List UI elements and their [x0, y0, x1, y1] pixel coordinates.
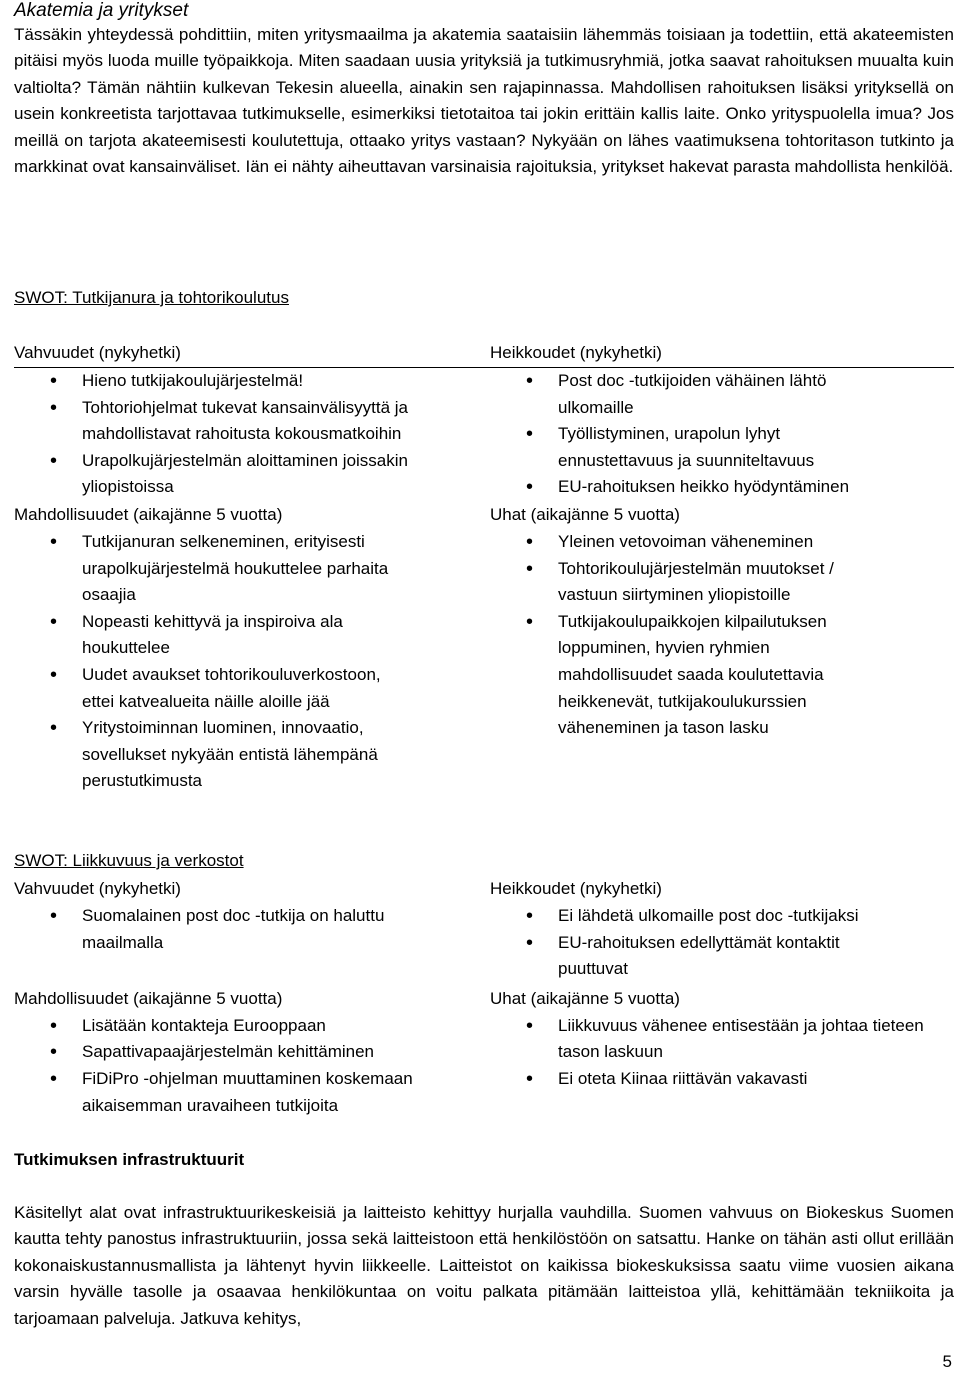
- list-item: • FiDiPro -ohjelman muuttaminen koskemaan aikaisemman uravaiheen tutkijoita: [14, 1066, 490, 1119]
- section-title-akatemia: Akatemia ja yritykset: [14, 0, 189, 21]
- text-run: Suomen vahvuus on Biokeskus Suomen kautta tehty panostus infrastruktuuriin, jossa sekä laitteistoon että henkilöstöön on satsattu.: [14, 1203, 954, 1249]
- text-run: Jatkuva kehitys,: [175, 1308, 302, 1328]
- swot1-threats: [490, 501, 954, 795]
- text-run: Tässäkin yhteydessä pohdittiin, miten yritysmaailma ja akatemia saataisiin lähemmäs toisiaan ja todettiin, että akateemisten pitäisi myös luoda muille työpaikkoja. Miten saadaan uusia yrityksiä ja tutkimusryhmiä, jotka saavat rahoituksen muualta kuin valtiolta? Tämän nähtiin kulkevan Tekesin alueella, ainakin sen rajapinnassa.: [14, 25, 954, 97]
- paragraph-infrastruktuurit: [14, 1200, 954, 1332]
- swot1-opportunities-list: [14, 529, 490, 795]
- list-item: • Liikkuvuus vähenee entisestään ja johtaa tieteen tason laskuun: [490, 1013, 934, 1066]
- swot1-weaknesses-list: [490, 368, 954, 501]
- list-item: • Työllistyminen, urapolun lyhyt ennustettavuus ja suunniteltavuus: [490, 421, 854, 474]
- text-run: Hanke on tähän asti ollut erillään kokonaiskustannusmallista ja lähtenyt hyvin liikkeelle.: [14, 1229, 954, 1275]
- swot1-threats-head: Uhat (aikajänne 5 vuotta): [490, 504, 680, 524]
- swot1-weaknesses: [490, 339, 954, 501]
- list-item: • Lisätään kontakteja Eurooppaan: [14, 1013, 490, 1040]
- swot1-strengths: [14, 339, 490, 501]
- swot1-strengths-list: [14, 368, 490, 501]
- list-item: • Tohtorikoulujärjestelmän muutokset / vastuun siirtyminen yliopistoille: [490, 556, 854, 609]
- list-item: • Tutkijakoulupaikkojen kilpailutuksen loppuminen, hyvien ryhmien mahdollisuudet saada koulutettavia heikkenevät, tutkijakoulukurssien väheneminen ja tason lasku: [490, 609, 854, 742]
- list-item: • Nopeasti kehittyvä ja inspiroiva ala houkuttelee: [14, 609, 350, 662]
- list-item: • Hieno tutkijakoulujärjestelmä!: [14, 368, 490, 395]
- list-item: • EU-rahoituksen edellyttämät kontaktit puuttuvat: [490, 930, 894, 983]
- swot2-strengths-list: [14, 903, 490, 956]
- list-item: • Yritystoiminnan luominen, innovaatio, sovellukset nykyään entistä lähempänä perustutkimusta: [14, 715, 410, 795]
- list-item: • Post doc -tutkijoiden vähäinen lähtö ulkomaille: [490, 368, 854, 421]
- swot2-table: [14, 875, 954, 1119]
- swot2-opportunities-head: Mahdollisuudet (aikajänne 5 vuotta): [14, 988, 283, 1008]
- swot2-weaknesses-list: [490, 903, 954, 983]
- list-item: • Suomalainen post doc -tutkija on haluttu maailmalla: [14, 903, 470, 956]
- list-item: • Tohtoriohjelmat tukevat kansainvälisyyttä ja mahdollistavat rahoitusta kokousmatkoihin: [14, 395, 490, 448]
- list-item: • Sapattivapaajärjestelmän kehittäminen: [14, 1039, 490, 1066]
- swot2-threats-list: [490, 1013, 954, 1093]
- swot2-opportunities-list: [14, 1013, 490, 1119]
- swot2-strengths-head: Vahvuudet (nykyhetki): [14, 879, 181, 898]
- section-title-infrastruktuurit: Tutkimuksen infrastruktuurit: [14, 1150, 245, 1169]
- list-item: • EU-rahoituksen heikko hyödyntäminen: [490, 474, 954, 501]
- list-item: • Ei oteta Kiinaa riittävän vakavasti: [490, 1066, 934, 1093]
- text-run: Käsitellyt alat ovat infrastruktuurikeskeisiä ja laitteisto kehittyy hurjalla vauhdilla.: [14, 1203, 632, 1222]
- swot1-title: SWOT: Tutkijanura ja tohtorikoulutus: [14, 288, 289, 307]
- swot1-opportunities: [14, 501, 490, 795]
- text-run: Nykyään on lähes vaatimuksena tohtoritason tutkinto ja markkinat ovat kansainväliset.: [14, 130, 954, 177]
- swot1-opportunities-head: Mahdollisuudet (aikajänne 5 vuotta): [14, 504, 283, 524]
- list-item: • Urapolkujärjestelmän aloittaminen joissakin yliopistoissa: [14, 448, 490, 501]
- swot1-threats-list: [490, 529, 954, 742]
- swot1-strengths-head: Vahvuudet (nykyhetki): [14, 339, 490, 368]
- list-item: • Yleinen vetovoiman väheneminen: [490, 529, 954, 556]
- text-run: Jos meillä on tarjota akateemisesti koulutettuja, ottaako yritys vastaan?: [14, 104, 954, 150]
- text-run: Mahdollisen rahoituksen lisäksi yrityksellä on usein konkreetista tarjottavaa tutkimukselle, esimerkiksi tietotaitoa tai jokin erittäin kallis laite. Onko yrityspuolella imua?: [14, 77, 955, 124]
- list-item: • Ei lähdetä ulkomaille post doc -tutkijaksi: [490, 903, 954, 930]
- list-item: • Uudet avaukset tohtorikouluverkostoon, ettei katvealueita näille aloille jää: [14, 662, 410, 715]
- swot2-strengths: [14, 875, 490, 983]
- swot1-weaknesses-head: Heikkoudet (nykyhetki): [490, 339, 954, 368]
- paragraph-akatemia: [14, 22, 954, 180]
- list-item: • Tutkijanuran selkeneminen, erityisesti urapolkujärjestelmä houkuttelee parhaita osaajia: [14, 529, 410, 609]
- swot1-table: [14, 339, 954, 795]
- swot2-threats-head: Uhat (aikajänne 5 vuotta): [490, 988, 680, 1008]
- swot2-weaknesses: [490, 875, 954, 983]
- page-number: 5: [942, 1352, 952, 1371]
- swot2-weaknesses-head: Heikkoudet (nykyhetki): [490, 879, 662, 898]
- swot2-title: SWOT: Liikkuvuus ja verkostot: [14, 851, 244, 870]
- swot2-threats: [490, 983, 954, 1119]
- text-run: Laitteistot on kaikissa biokeskuksissa saatu viime vuosien aikana varsin hyvälle tasolle ja osaavaa henkilökuntaa on voitu palkata pitämään laitteistoa yllä, kehittämään tekniikoita ja tarjoamaan palveluja.: [14, 1255, 954, 1328]
- swot2-opportunities: [14, 983, 490, 1119]
- text-run: Iän ei nähty aiheuttavan varsinaisia rajoituksia, yritykset hakevat parasta mahdollista henkilöä.: [240, 157, 954, 177]
